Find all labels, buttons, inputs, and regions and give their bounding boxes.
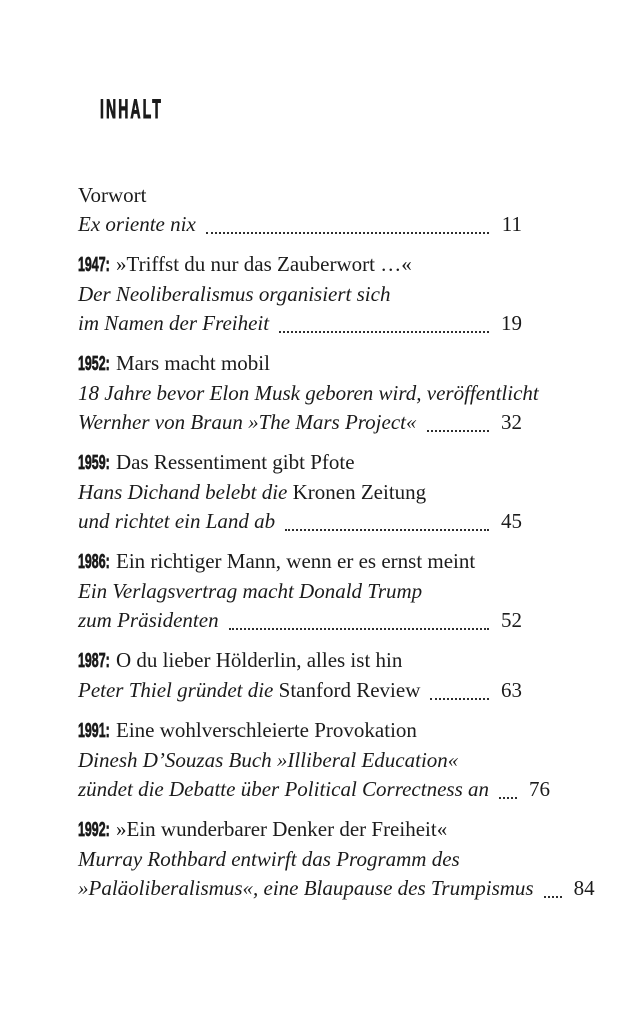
entry-heading <box>78 646 522 676</box>
subtitle-segment: Ex oriente nix <box>78 212 196 236</box>
subtitle-segment: Ein Verlagsvertrag macht Donald Trump <box>78 579 423 603</box>
toc-entry <box>78 815 595 903</box>
subtitle-text <box>78 606 219 635</box>
page-number: 84 <box>573 876 595 900</box>
dotted-leader <box>229 628 489 630</box>
subtitle-segment: Der Neoliberalismus organisiert sich <box>78 282 391 306</box>
entry-title: Ein richtiger Mann, wenn er es ernst meint <box>116 549 476 573</box>
entry-subtitle-line <box>78 746 522 775</box>
entry-heading <box>78 547 522 577</box>
entry-subtitle-line <box>78 478 522 507</box>
entry-title: Mars macht mobil <box>116 351 270 375</box>
entry-subtitle-line <box>78 775 550 804</box>
subtitle-text <box>78 280 390 309</box>
entry-heading <box>78 448 522 478</box>
page-title: INHALT <box>100 94 163 124</box>
subtitle-segment: »Paläoliberalismus«, eine Blaupause des Trumpismus <box>78 876 534 900</box>
subtitle-segment: zündet die Debatte über Political Correctness an <box>78 777 489 801</box>
dotted-leader <box>427 430 490 432</box>
subtitle-text <box>78 379 539 408</box>
subtitle-segment: 18 Jahre bevor Elon Musk geboren wird, veröffentlicht <box>78 381 539 405</box>
entry-subtitle-line <box>78 507 522 536</box>
dotted-leader <box>499 797 517 799</box>
dotted-leader <box>544 896 562 898</box>
entry-title: »Triffst du nur das Zauberwort …« <box>116 252 412 276</box>
entry-title: Eine wohlverschleierte Provokation <box>116 718 417 742</box>
entry-subtitle-line <box>78 379 539 408</box>
subtitle-segment: Stanford Review <box>278 678 421 702</box>
entry-subtitle-line <box>78 408 522 437</box>
page-number: 45 <box>501 509 522 533</box>
subtitle-segment: Peter Thiel gründet die <box>78 678 279 702</box>
entry-heading <box>78 716 522 746</box>
subtitle-segment: Dinesh D’Souzas Buch »Illiberal Education« <box>78 748 459 772</box>
subtitle-segment: im Namen der Freiheit <box>78 311 270 335</box>
entry-subtitle-line <box>78 606 522 635</box>
entry-subtitle-line <box>78 676 522 705</box>
subtitle-text <box>78 507 275 536</box>
toc-entry <box>78 646 522 705</box>
toc-entry <box>78 181 522 239</box>
entry-subtitle-line <box>78 210 522 239</box>
entry-title: Vorwort <box>78 183 147 207</box>
entry-heading <box>78 815 522 845</box>
entry-year: 1986: <box>78 551 110 573</box>
page-number: 32 <box>501 410 522 434</box>
toc-entry <box>78 716 550 804</box>
page-number: 63 <box>501 678 522 702</box>
entry-title: »Ein wunderbarer Denker der Freiheit« <box>116 817 448 841</box>
subtitle-segment: Hans Dichand belebt die <box>78 480 293 504</box>
subtitle-text <box>78 309 269 338</box>
subtitle-text <box>78 478 426 507</box>
entry-subtitle-line <box>78 845 522 874</box>
toc-entry <box>78 250 522 338</box>
subtitle-text <box>78 746 458 775</box>
entry-subtitle-line <box>78 874 595 903</box>
subtitle-text <box>78 676 420 705</box>
entry-year: 1947: <box>78 254 110 276</box>
toc-entry <box>78 547 522 635</box>
entry-heading <box>78 349 522 379</box>
page-number: 11 <box>501 212 522 236</box>
subtitle-segment: zum Präsidenten <box>78 608 219 632</box>
subtitle-text <box>78 408 417 437</box>
subtitle-text <box>78 775 489 804</box>
toc-entry <box>78 448 522 536</box>
entry-year: 1959: <box>78 452 110 474</box>
subtitle-text <box>78 577 422 606</box>
toc-entry <box>78 349 539 437</box>
entry-title: O du lieber Hölderlin, alles ist hin <box>116 648 403 672</box>
entry-title: Das Ressentiment gibt Pfote <box>116 450 355 474</box>
subtitle-segment: Wernher von Braun »The Mars Project« <box>78 410 417 434</box>
dotted-leader <box>206 232 489 234</box>
dotted-leader <box>285 529 489 531</box>
dotted-leader <box>430 698 489 700</box>
entry-heading <box>78 250 522 280</box>
entry-subtitle-line <box>78 280 522 309</box>
page-number: 76 <box>529 777 550 801</box>
entry-year: 1987: <box>78 650 110 672</box>
dotted-leader <box>279 331 489 333</box>
entry-heading <box>78 181 522 210</box>
page-number: 19 <box>501 311 522 335</box>
entry-year: 1992: <box>78 819 110 841</box>
toc-entries <box>78 181 595 903</box>
entry-year: 1991: <box>78 720 110 742</box>
entry-year: 1952: <box>78 353 110 375</box>
subtitle-segment: Murray Rothbard entwirft das Programm des <box>78 847 460 871</box>
page-number: 52 <box>501 608 522 632</box>
subtitle-text <box>78 874 534 903</box>
subtitle-segment: Kronen Zeitung <box>292 480 427 504</box>
entry-subtitle-line <box>78 577 522 606</box>
subtitle-text <box>78 210 196 239</box>
subtitle-text <box>78 845 460 874</box>
entry-subtitle-line <box>78 309 522 338</box>
subtitle-segment: und richtet ein Land ab <box>78 509 276 533</box>
